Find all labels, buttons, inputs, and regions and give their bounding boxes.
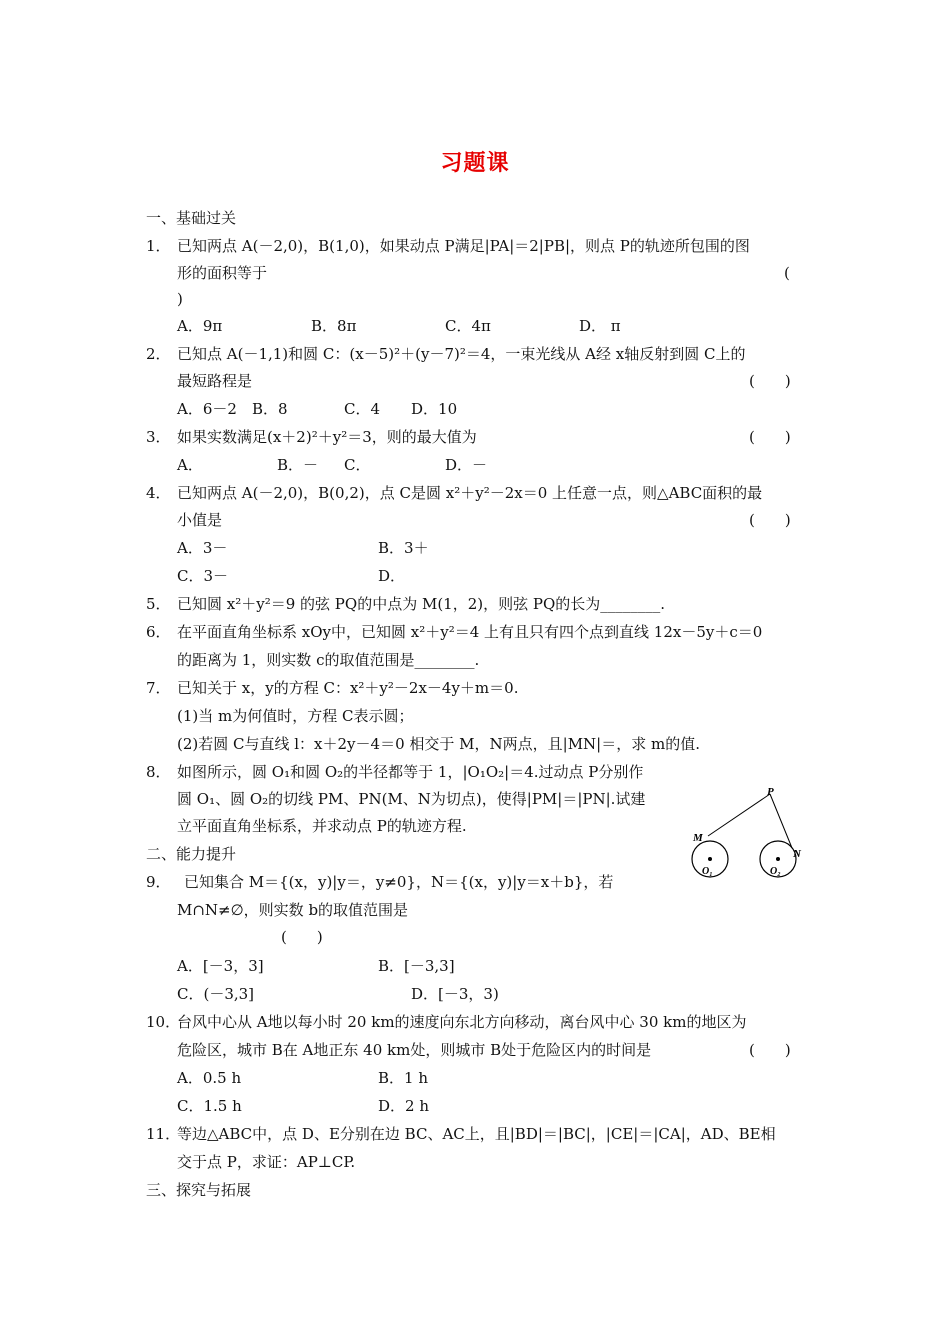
question-number: 8． — [146, 763, 171, 781]
question-text-line: 已知圆 x²＋y²＝9 的弦 PQ的中点为 M(1，2)，则弦 PQ的长为________. — [177, 595, 666, 613]
question-number: 10． — [146, 1013, 181, 1031]
section-heading-basics: 一、基础过关 — [146, 209, 237, 227]
question-text-line: 如图所示，圆 O₁和圆 O₂的半径都等于 1，|O₁O₂|＝4.过动点 P分别作 — [177, 763, 644, 781]
section-heading-ability: 二、能力提升 — [146, 845, 237, 863]
answer-bracket-close: ) — [177, 290, 183, 308]
question-text-line: 已知集合 M＝{(x，y)|y＝，y≠0}，N＝{(x，y)|y＝x＋b}，若 — [184, 873, 614, 891]
option-d: D．2 h — [378, 1097, 429, 1115]
question-text-line: 台风中心从 A地以每小时 20 km的速度向东北方向移动，离台风中心 30 km的地区为 — [177, 1013, 747, 1031]
question-text-line: 最短路程是 — [177, 372, 253, 390]
question-text-line: 立平面直角坐标系，并求动点 P的轨迹方程. — [177, 817, 467, 835]
label-o1: O₁ — [702, 866, 713, 877]
question-text-line: 的距离为 1，则实数 c的取值范围是________. — [177, 651, 480, 669]
question-text-line: 已知两点 A(－2,0)，B(1,0)，如果动点 P满足|PA|＝2|PB|，则点 P的轨迹所包围的图 — [177, 237, 750, 255]
question-subpart-1: (1)当 m为何值时，方程 C表示圆； — [177, 707, 414, 725]
question-text-line: 如果实数满足(x＋2)²＋y²＝3，则的最大值为 — [177, 428, 477, 446]
tangent-line-pn — [770, 794, 792, 848]
option-a: A．6－2 — [177, 400, 237, 418]
answer-bracket-open: ( — [784, 264, 790, 282]
option-a: A．3－ — [177, 539, 228, 557]
label-o2: O₂ — [770, 866, 781, 877]
answer-bracket: ( ) — [749, 372, 791, 390]
question-number: 2． — [146, 345, 171, 363]
option-a: A．[－3，3] — [177, 957, 264, 975]
option-a: A． — [177, 456, 203, 474]
question-number: 1． — [146, 237, 171, 255]
section-heading-explore: 三、探究与拓展 — [146, 1181, 252, 1199]
option-d: D．[－3，3) — [411, 985, 499, 1003]
two-circles-tangent-figure — [688, 786, 818, 882]
label-n: N — [793, 848, 801, 860]
option-a: A．0.5 h — [177, 1069, 242, 1087]
answer-bracket: ( ) — [749, 428, 791, 446]
option-b: B．1 h — [378, 1069, 428, 1087]
center-o1-dot — [708, 857, 712, 861]
option-b: B．8 — [252, 400, 288, 418]
question-number: 5． — [146, 595, 171, 613]
question-text-line: 形的面积等于 — [177, 264, 268, 282]
answer-bracket: ( ) — [749, 511, 791, 529]
center-o2-dot — [776, 857, 780, 861]
option-a: A．9π — [177, 317, 223, 335]
option-b: B．－ — [277, 456, 319, 474]
question-text-line: 已知点 A(－1,1)和圆 C：(x－5)²＋(y－7)²＝4，一束光线从 A经 x轴反射到圆 C上的 — [177, 345, 746, 363]
answer-bracket: ( ) — [749, 1041, 791, 1059]
option-c: C．4π — [445, 317, 491, 335]
label-m: M — [693, 832, 703, 844]
question-text-line: 危险区，城市 B在 A地正东 40 km处，则城市 B处于危险区内的时间是 — [177, 1041, 652, 1059]
question-text-line: 交于点 P，求证：AP⊥CP. — [177, 1153, 356, 1171]
tangent-line-pm — [708, 794, 770, 836]
option-c: C．4 — [344, 400, 381, 418]
question-number: 3． — [146, 428, 171, 446]
question-text-line: 小值是 — [177, 511, 223, 529]
question-number: 6． — [146, 623, 171, 641]
option-c: C．1.5 h — [177, 1097, 242, 1115]
question-subpart-2: (2)若圆 C与直线 l：x＋2y－4＝0 相交于 M，N两点，且|MN|＝，求 m的值. — [177, 735, 700, 753]
question-number: 7． — [146, 679, 171, 697]
option-d: D． π — [579, 317, 621, 335]
question-text-line: 圆 O₁、圆 O₂的切线 PM、PN(M、N为切点)，使得|PM|＝|PN|.试建 — [177, 790, 646, 808]
option-c: C．3－ — [177, 567, 229, 585]
question-text-line: 已知关于 x，y的方程 C：x²＋y²－2x－4y＋m＝0. — [177, 679, 519, 697]
option-b: B．3＋ — [378, 539, 429, 557]
question-text-line: 在平面直角坐标系 xOy中，已知圆 x²＋y²＝4 上有且只有四个点到直线 12x－5y＋c＝0 — [177, 623, 763, 641]
question-number: 9． — [146, 873, 171, 891]
page-title: 习题课 — [440, 150, 510, 176]
question-text-line: 已知两点 A(－2,0)，B(0,2)，点 C是圆 x²＋y²－2x＝0 上任意一点，则△ABC面积的最 — [177, 484, 763, 502]
question-number: 4． — [146, 484, 171, 502]
label-p: P — [767, 786, 774, 798]
option-b: B．8π — [311, 317, 357, 335]
option-d: D．10 — [411, 400, 458, 418]
question-text-line: M∩N≠∅，则实数 b的取值范围是 — [177, 901, 409, 919]
option-d: D． — [378, 567, 406, 585]
option-c: C． — [344, 456, 371, 474]
question-number: 11． — [146, 1125, 181, 1143]
option-c: C．(－3,3] — [177, 985, 255, 1003]
answer-bracket: ( ) — [281, 928, 323, 946]
option-d: D．－ — [445, 456, 488, 474]
option-b: B．[－3,3] — [378, 957, 455, 975]
question-text-line: 等边△ABC中，点 D、E分别在边 BC、AC上，且|BD|＝|BC|，|CE|＝|CA|，AD、BE相 — [177, 1125, 776, 1143]
